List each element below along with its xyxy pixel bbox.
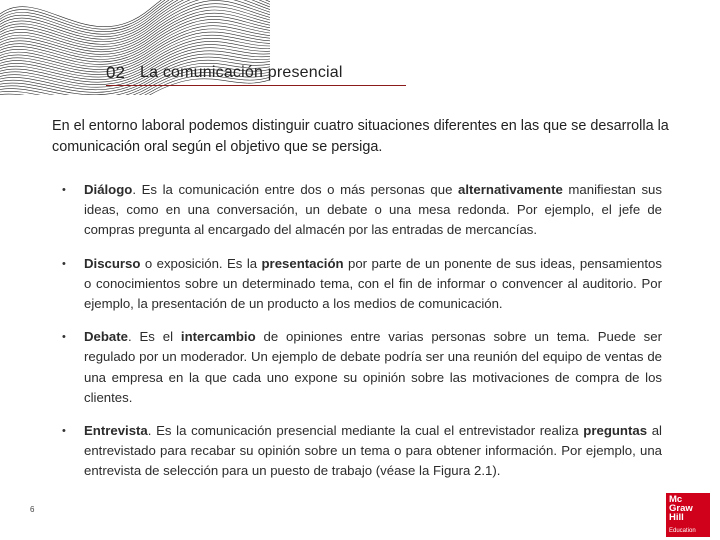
section-number: 02 — [106, 63, 125, 82]
wave-line — [0, 13, 270, 57]
logo-line: Education — [669, 528, 696, 534]
item-text: al entrevistado para recabar su opinión sobre un tema o para obtener información. Por ejemplo, una entrevista de selección para un puesto de trabajo (véase la Figura 2.1). — [84, 423, 662, 479]
item-highlight: preguntas — [583, 423, 648, 439]
wave-line — [0, 0, 270, 27]
bullet-icon: • — [62, 331, 66, 344]
item-term: Diálogo — [84, 182, 133, 197]
intro-paragraph: En el entorno laboral podemos distinguir cuatro situaciones diferentes en las que se desarrolla la comunicación oral según el objetivo que se persiga. — [52, 118, 669, 155]
logo-line: Graw — [669, 503, 693, 514]
item-text: de opiniones entre varias personas sobre un tema. Puede ser regulado por un moderador. Un ejemplo de debate podría ser una reunión del equipo de ventas de una empresa en la que cada uno expone su opinión sobre las motivaciones de compra de los clientes. — [84, 329, 663, 405]
item-highlight: presentación — [261, 255, 344, 271]
item-text: o exposición. Es la — [140, 255, 262, 271]
item-text: manifiestan sus ideas, como en una conversación, un debate o una mesa redonda. Por ejemplo, el jefe de compras pregunta al encargado del almacén por las entradas de mercancías. — [84, 182, 662, 238]
wave-line — [0, 0, 270, 39]
section-header — [106, 63, 406, 86]
list-item — [62, 180, 662, 241]
item-text: por parte de un ponente de sus ideas, pensamientos o conocimientos sobre un determinado tema, con el fin de informar o convencer al auditorio. Por ejemplo, la presentación de un producto a los medios de comunicación. — [84, 255, 662, 312]
item-term: Debate — [84, 329, 128, 345]
bullet-icon: • — [62, 184, 66, 196]
list-item — [62, 421, 662, 482]
logo-line: Hill — [669, 512, 684, 523]
item-highlight: alternativamente — [458, 182, 563, 197]
item-text: . Es el — [127, 329, 181, 345]
situations-list — [62, 180, 662, 495]
item-text: . Es la comunicación entre dos o más personas que — [132, 182, 459, 197]
page-number: 6 — [30, 505, 35, 514]
publisher-logo — [666, 493, 710, 537]
item-term: Entrevista — [84, 423, 148, 439]
item-text: . Es la comunicación presencial mediante la cual el entrevistador realiza — [147, 423, 584, 439]
wave-line — [0, 0, 270, 44]
bullet-icon: • — [62, 257, 66, 270]
section-title: La comunicación presencial — [140, 64, 343, 81]
list-item — [62, 327, 662, 408]
wave-line — [0, 10, 270, 54]
list-item — [62, 254, 662, 315]
item-highlight: intercambio — [180, 329, 256, 345]
bullet-icon: • — [62, 425, 66, 438]
item-term: Discurso — [84, 255, 141, 271]
logo-line: Mc — [669, 494, 683, 505]
